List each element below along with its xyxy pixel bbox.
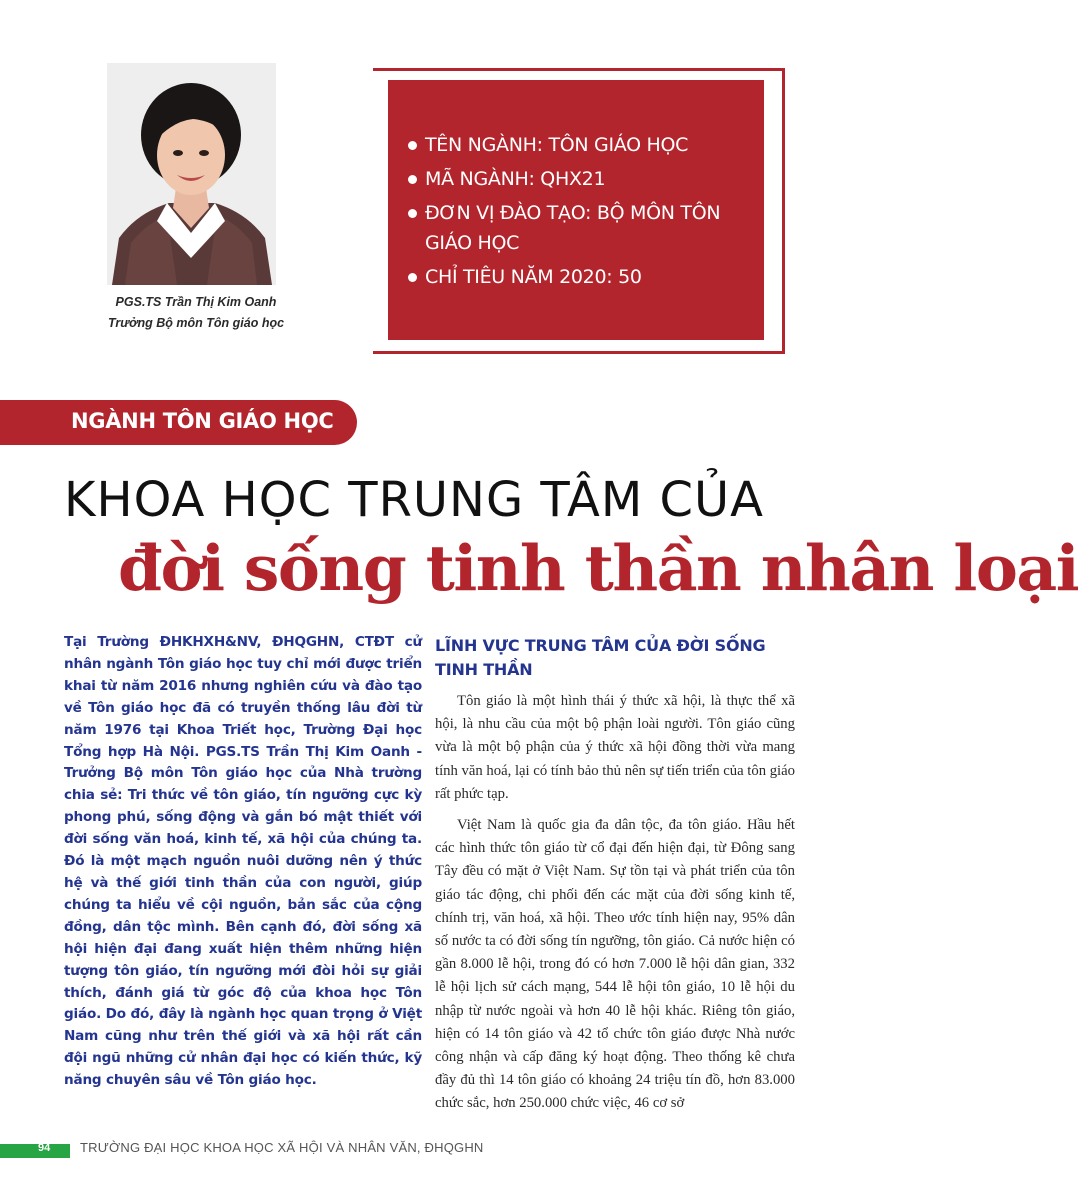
- info-item-major-code: MÃ NGÀNH: QHX21: [408, 164, 744, 194]
- headline-line-1: KHOA HỌC TRUNG TÂM CỦA: [64, 472, 764, 528]
- page-number: 94: [38, 1142, 51, 1154]
- body-paragraph-2: Việt Nam là quốc gia đa dân tộc, đa tôn giáo. Hầu hết các hình thức tôn giáo từ cổ đại đến hiện đại, từ Đông sang Tây đều có mặt ở Việt Nam. Sự tồn tại và phát triển của tôn giáo tác động, chi phối đến các mặt của đời sống kinh tế, chính trị, văn hoá, xã hội. Theo ước tính hiện nay, 95% dân số nước ta có đời sống tín ngưỡng, tôn giáo. Cả nước hiện có gần 8.000 lễ hội, trong đó có hơn 7.000 lễ hội dân gian, 332 lễ hội lịch sử cách mạng, 544 lễ hội tôn giáo, 10 lễ hội du nhập từ nước ngoài và hơn 40 lễ hội khác. Riêng tôn giáo, hiện có 14 tôn giáo và 42 tổ chức tôn giáo được Nhà nước công nhận và cấp đăng ký hoạt động. Theo thống kê chưa đầy đủ thì 14 tôn giáo có khoảng 24 triệu tín đồ, hơn 83.000 chức sắc, hơn 250.000 chức việc, 46 cơ sở: [435, 817, 795, 1112]
- portrait-illustration: [107, 63, 276, 285]
- info-item-quota: CHỈ TIÊU NĂM 2020: 50: [408, 262, 744, 292]
- caption-name: PGS.TS Trần Thị Kim Oanh: [115, 295, 277, 309]
- caption-role: Trưởng Bộ môn Tôn giáo học: [107, 316, 285, 330]
- portrait-photo: [107, 63, 276, 285]
- info-box: [388, 80, 764, 340]
- info-item-major-name: TÊN NGÀNH: TÔN GIÁO HỌC: [408, 130, 744, 160]
- section-heading: LĨNH VỰC TRUNG TÂM CỦA ĐỜI SỐNG TINH THẦN: [435, 636, 766, 679]
- right-column: [435, 634, 795, 1124]
- headline-line-2: đời sống tinh thần nhân loại: [118, 531, 1078, 605]
- footer-text: TRƯỜNG ĐẠI HỌC KHOA HỌC XÃ HỘI VÀ NHÂN VĂN, ĐHQGHN: [80, 1140, 484, 1155]
- footer-accent-bar: [0, 1144, 70, 1158]
- section-banner: NGÀNH TÔN GIÁO HỌC: [0, 400, 357, 445]
- portrait-caption: [96, 292, 296, 334]
- info-item-training-unit: ĐƠN VỊ ĐÀO TẠO: BỘ MÔN TÔN GIÁO HỌC: [408, 198, 744, 258]
- lead-paragraph: Tại Trường ĐHKHXH&NV, ĐHQGHN, CTĐT cử nhân ngành Tôn giáo học tuy chỉ mới được triển khai từ năm 2016 nhưng nghiên cứu và đào tạo về Tôn giáo học đã có truyền thống lâu đời từ năm 1976 tại Khoa Triết học, Trường Đại học Tổng hợp Hà Nội. PGS.TS Trần Thị Kim Oanh - Trưởng Bộ môn Tôn giáo học của Nhà trường chia sẻ: Tri thức về tôn giáo, tín ngưỡng cực kỳ phong phú, sống động và gắn bó mật thiết với đời sống văn hoá, kinh tế, xã hội của chúng ta. Đó là một mạch nguồn nuôi dưỡng nên ý thức hệ và thế giới tinh thần của con người, giúp chúng ta hiểu về cội nguồn, bản sắc của cộng đồng, dân tộc mình. Bên cạnh đó, đời sống xã hội hiện đại đang xuất hiện thêm những hiện tượng tôn giáo, tín ngưỡng mới đòi hỏi sự giải thích, đánh giá từ góc độ của khoa học Tôn giáo. Do đó, đây là ngành học quan trọng ở Việt Nam cũng như trên thế giới và xã hội rất cần đội ngũ những cử nhân đại học có kiến thức, kỹ năng chuyên sâu về Tôn giáo học.: [64, 634, 422, 1089]
- body-paragraph-1: Tôn giáo là một hình thái ý thức xã hội, là thực thể xã hội, là nhu cầu của một bộ phận loài người. Tôn giáo cũng vừa là một bộ phận của ý thức xã hội đồng thời vừa mang tính văn hoá, lại có tính bảo thủ nên sự tiến triển của tôn giáo rất phức tạp.: [435, 693, 795, 802]
- info-list: [408, 130, 744, 292]
